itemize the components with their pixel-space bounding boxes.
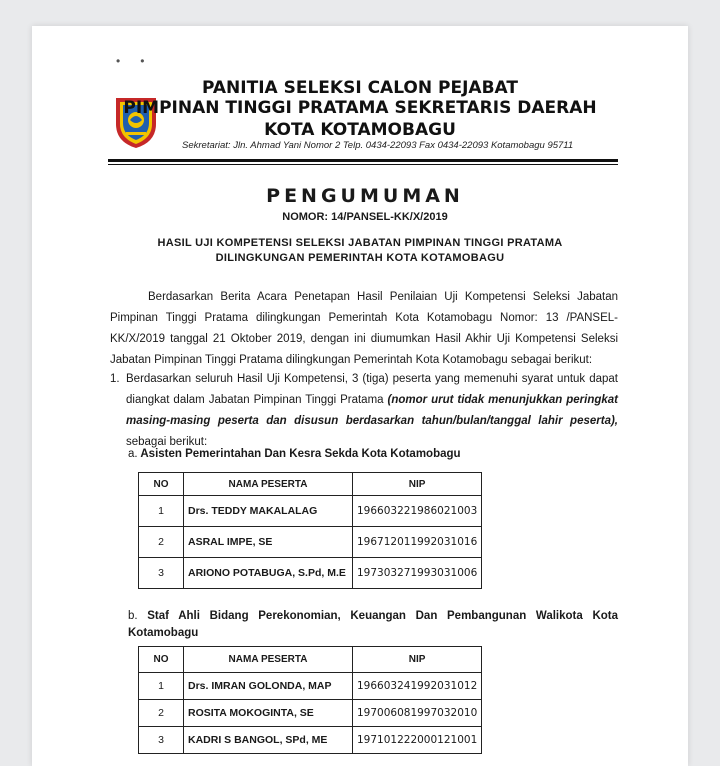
- list-item-end-text: sebagai berikut:: [126, 436, 208, 448]
- section-b-table: [138, 646, 482, 754]
- table-row: [139, 558, 482, 589]
- row-name: ROSITA MOKOGINTA, SE: [184, 700, 353, 727]
- row-nip: 196712011992031016: [353, 527, 482, 558]
- header-rule-thick: [108, 159, 618, 162]
- column-header-nip: NIP: [353, 473, 482, 496]
- column-header-name: NAMA PESERTA: [184, 473, 353, 496]
- list-item-main-text: Berdasarkan seluruh Hasil Uji Kompetensi, 3 (tiga) peserta yang memenuhi syarat untuk dapat diangkat dalam Jabatan Pimpinan Tinggi Pratama: [126, 373, 618, 406]
- row-no: 2: [139, 527, 184, 558]
- row-nip: 196603241992031012: [353, 673, 482, 700]
- list-item-text: [126, 369, 618, 453]
- secretariat-address: Sekretariat: Jln. Ahmad Yani Nomor 2 Telp. 0434-22093 Fax 0434-22093 Kotamobagu 95711: [182, 140, 574, 151]
- table-row: [139, 496, 482, 527]
- section-b-title: Staf Ahli Bidang Perekonomian, Keuangan Dan Pembangunan Walikota Kota Kotamobagu: [128, 610, 618, 639]
- table-row: [139, 673, 482, 700]
- header-line-2: PIMPINAN TINGGI PRATAMA SEKRETARIS DAERAH: [123, 98, 597, 118]
- table-row: [139, 700, 482, 727]
- column-header-no: NO: [139, 647, 184, 673]
- section-b-heading: [128, 608, 618, 642]
- header-line-1: PANITIA SELEKSI CALON PEJABAT: [202, 78, 518, 98]
- row-nip: 197303271993031006: [353, 558, 482, 589]
- row-name: Drs. IMRAN GOLONDA, MAP: [184, 673, 353, 700]
- list-item-number: 1.: [110, 373, 120, 385]
- list-item-1: [110, 369, 618, 453]
- table-row: [139, 727, 482, 754]
- row-no: 1: [139, 673, 184, 700]
- row-nip: 197101222000121001: [353, 727, 482, 754]
- section-a-table: [138, 472, 482, 589]
- announcement-title: PENGUMUMAN: [266, 185, 464, 207]
- column-header-name: NAMA PESERTA: [184, 647, 353, 673]
- table-row: [139, 527, 482, 558]
- section-b-label: b.: [128, 610, 138, 622]
- row-nip: 197006081997032010: [353, 700, 482, 727]
- header-rule-thin: [108, 164, 618, 165]
- intro-paragraph: [110, 287, 618, 371]
- announcement-number: NOMOR: 14/PANSEL-KK/X/2019: [282, 211, 448, 223]
- announcement-subtitle-2: DILINGKUNGAN PEMERINTAH KOTA KOTAMOBAGU: [215, 252, 505, 264]
- section-a-label: a.: [128, 448, 138, 460]
- row-nip: 196603221986021003: [353, 496, 482, 527]
- table-header-row: [139, 647, 482, 673]
- list-item-italic-note: (nomor urut tidak menunjukkan peringkat masing-masing peserta dan disusun berdasarkan tahun/bulan/tanggal lahir peserta),: [126, 394, 618, 427]
- row-no: 2: [139, 700, 184, 727]
- header-line-3: KOTA KOTAMOBAGU: [264, 120, 456, 140]
- intro-text: Berdasarkan Berita Acara Penetapan Hasil Penilaian Uji Kompetensi Seleksi Jabatan Pimpinan Tinggi Pratama dilingkungan Pemerintah Kota Kotamobagu Nomor: 13 /PANSEL-KK/X/2019 tanggal 21 Oktober 2019, dengan ini diumumkan Hasil Akhir Uji Kompetensi Seleksi Jabatan Pimpinan Tinggi Pratama dilingkungan Pemerintah Kota Kotamobagu sebagai berikut:: [110, 291, 618, 366]
- row-no: 3: [139, 558, 184, 589]
- section-a-heading: [128, 446, 608, 463]
- scan-artifact-dots: • •: [116, 54, 145, 68]
- table-header-row: [139, 473, 482, 496]
- row-no: 3: [139, 727, 184, 754]
- row-name: KADRI S BANGOL, SPd, ME: [184, 727, 353, 754]
- section-a-title: Asisten Pemerintahan Dan Kesra Sekda Kota Kotamobagu: [140, 448, 461, 460]
- row-name: Drs. TEDDY MAKALALAG: [184, 496, 353, 527]
- row-name: ARIONO POTABUGA, S.Pd, M.E: [184, 558, 353, 589]
- announcement-subtitle-1: HASIL UJI KOMPETENSI SELEKSI JABATAN PIMPINAN TINGGI PRATAMA: [157, 237, 563, 249]
- row-name: ASRAL IMPE, SE: [184, 527, 353, 558]
- column-header-no: NO: [139, 473, 184, 496]
- column-header-nip: NIP: [353, 647, 482, 673]
- row-no: 1: [139, 496, 184, 527]
